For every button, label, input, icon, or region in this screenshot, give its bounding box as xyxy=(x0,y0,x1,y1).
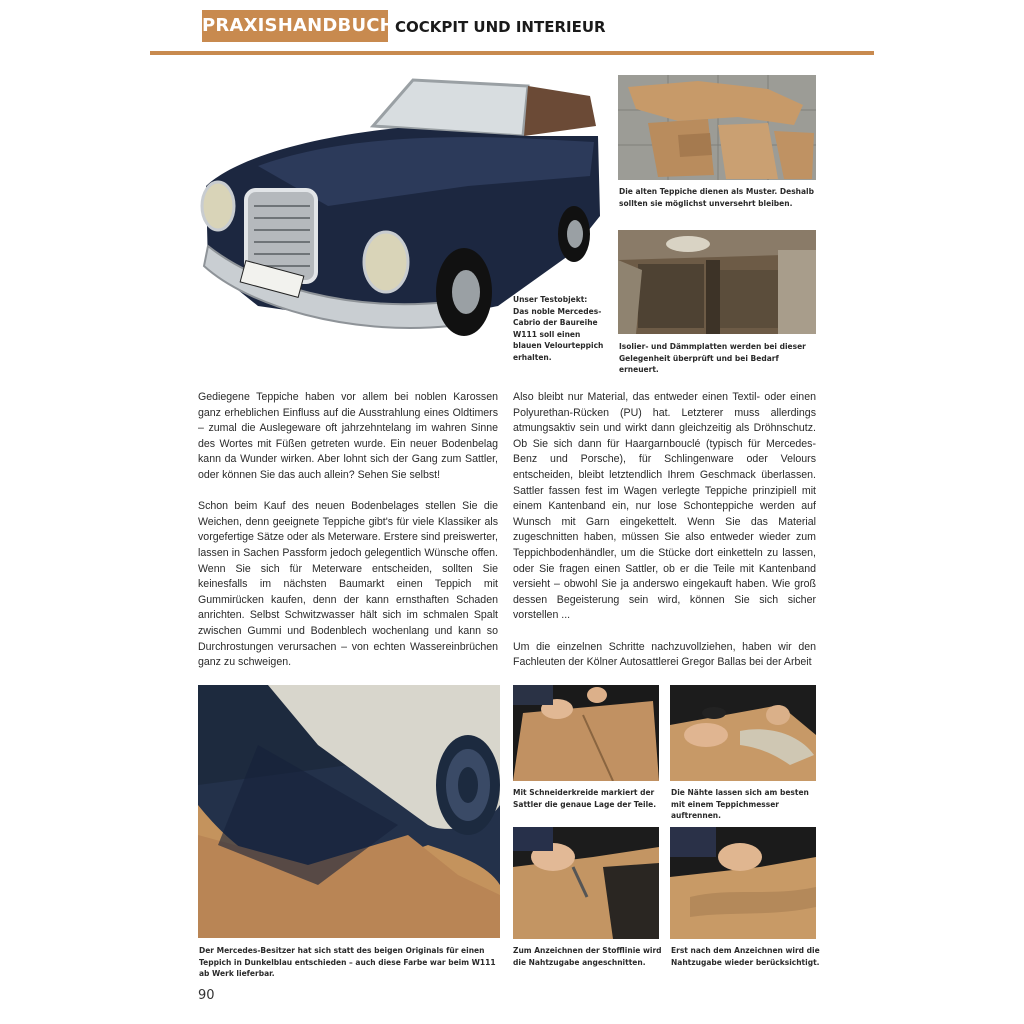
car-caption: Unser Testobjekt: Das noble Mercedes-Cabrio der Baureihe W111 soll einen blauen Velourteppich erhalten. xyxy=(513,295,604,362)
chapter-title: COCKPIT UND INTERIEUR xyxy=(395,18,606,36)
cut-caption: Zum Anzeichnen der Stofflinie wird die Nahtzugabe angeschnitten. xyxy=(513,946,662,967)
old-carpets-photo xyxy=(618,75,816,180)
cut-photo xyxy=(513,827,659,939)
seams-photo xyxy=(670,685,816,781)
insulation-photo xyxy=(618,230,816,334)
page-number: 90 xyxy=(198,988,215,1003)
blue-carpet-caption: Der Mercedes-Besitzer hat sich statt des beigen Originals für einen Teppich in Dunkelblau entschieden – auch diese Farbe war beim W111 ab Werk lieferbar. xyxy=(199,946,496,978)
insulation-caption: Isolier- und Dämmplatten werden bei dieser Gelegenheit überprüft und bei Bedarf erneuert. xyxy=(619,342,806,374)
chalk-caption: Mit Schneiderkreide markiert der Sattler die genaue Lage der Teile. xyxy=(513,788,657,809)
allowance-caption: Erst nach dem Anzeichnen wird die Nahtzugabe wieder berücksichtigt. xyxy=(671,946,820,967)
paragraph: Gediegene Teppiche haben vor allem bei noblen Karossen ganz erheblichen Einfluss auf die Ausstrahlung eines Oldtimers – zumal die Auslegeware oft jahrzehntelang im wahren Sinne des Wortes mit Füßen getreten wurde. Ein neuer Bodenbelag kann da Wunder wirken. Aber lohnt sich der Gang zum Sattler, oder können Sie das auch allein? Sehen Sie selbst! xyxy=(198,391,498,481)
header-rule xyxy=(150,51,874,55)
seams-caption: Die Nähte lassen sich am besten mit einem Teppichmesser auftrennen. xyxy=(671,788,809,820)
old-carpets-caption: Die alten Teppiche dienen als Muster. Deshalb sollten sie möglichst unversehrt bleiben. xyxy=(619,187,814,208)
paragraph: Also bleibt nur Material, das entweder einen Textil- oder einen Polyurethan-Rücken (PU) hat. Letzterer muss allerdings atmungsaktiv sein und wirkt dann gleichzeitig als Dröhnschutz. Ob Sie sich dann für Haargarnbouclé (typisch für Mercedes-Benz und Porsche), für Schlingenware oder Velours entscheiden, bleibt letztendlich Ihrem Geschmack überlassen. Sattler fassen fest im Wagen verlegte Teppiche prinzipiell mit einem Kantenband ein, nur lose Schonteppiche werden auf Wunsch mit Garn eingekettelt. Wenn Sie das Material zugeschnitten haben, müssen Sie also entweder wieder zum Teppichbodenhändler, um die Stücke dort einketteln zu lassen, oder Sie fragen einen Sattler, ob er die Teile mit Kantenband versieht – obwohl Sie ja anderswo eingekauft haben. Wie groß dessen Begeisterung sein wird, können Sie sich sicher vorstellen ... xyxy=(513,391,816,622)
section-tag: PRAXISHANDBUCH xyxy=(202,10,388,42)
paragraph: Um die einzelnen Schritte nachzuvollziehen, haben wir den Fachleuten der Kölner Autosattlerei Gregor Ballas bei der Arbeit xyxy=(513,640,816,669)
paragraph: Schon beim Kauf des neuen Bodenbelages stellen Sie die Weichen, denn geeignete Teppiche gibt's für viele Klassiker als vorgefertige Sätze oder als Meterware. Erstere sind preiswerter, lassen in Sachen Passform jedoch gelegentlich Wünsche offen. Wenn Sie sich für Meterware entscheiden, sollten Sie keinesfalls im nächsten Baumarkt einen Teppich mit Gummirücken kaufen, denn der kann ernsthaften Schaden anrichten. Selbst Schwitzwasser hält sich im schmalen Spalt zwischen Gummi und Bodenblech wochenlang und kann so Durchrostungen verursachen – von echten Wassereinbrüchen ganz zu schweigen. xyxy=(198,500,498,669)
right-column-text xyxy=(513,390,816,686)
chalk-photo xyxy=(513,685,659,781)
left-column-text xyxy=(198,390,498,686)
blue-carpet-photo xyxy=(198,685,500,938)
allowance-photo xyxy=(670,827,816,939)
